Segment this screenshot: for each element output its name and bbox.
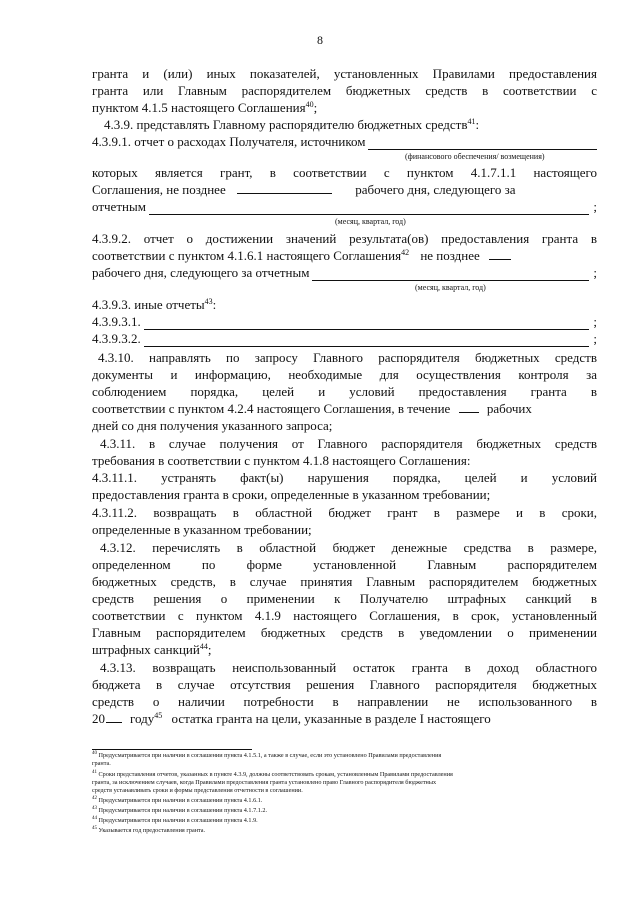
footnote-ref[interactable]: 41 (467, 117, 476, 126)
footnote: $^{44}$ Предусматривается при наличии в соглашении пункта 4.1.9. (92, 816, 258, 824)
clause-4-3-10: 4.3.10. направлять по запросу Главного распорядителя бюджетных средств (98, 350, 597, 365)
clause-4-3-9-3: 4.3.9.3. иные отчеты$^{43}$: (92, 297, 217, 312)
clause-4-3-9-3-1: 4.3.9.3.1. ; (92, 314, 597, 329)
text-line: соответствии с пунктом 4.2.4 настоящего Соглашения, в течение рабочих (92, 401, 532, 416)
clause-4-3-9-3-2: 4.3.9.3.2. ; (92, 331, 597, 346)
footnote: $^{43}$ Предусматривается при наличии в соглашении пункта 4.1.7.1.2. (92, 806, 267, 814)
footnote-ref[interactable]: 45 (154, 711, 163, 720)
text-line: рабочего дня, следующего за отчетным ; (92, 265, 597, 280)
text-line: соблюдением порядка, целей и условий предоставления гранта в (92, 384, 597, 399)
text-line: 20 году$^{45}$ остатка гранта на цели, указанные в разделе I настоящего (92, 711, 491, 726)
text-line: определенном по форме установленной Главным распорядителем (92, 557, 597, 572)
footnote-ref[interactable]: 43 (204, 297, 213, 306)
text-line: дней со дня получения указанного запроса; (92, 418, 333, 433)
clause-4-3-9: 4.3.9. представлять Главному распорядителю бюджетных средств$^{41}$: (104, 117, 480, 132)
text-line: Соглашения, не позднее рабочего дня, следующего за (92, 182, 516, 197)
blank-field[interactable] (459, 401, 479, 413)
text-line: штрафных санкций$^{44}$; (92, 642, 212, 657)
page-number: 8 (317, 33, 323, 47)
clause-4-3-11-1: 4.3.11.1. устранять факт(ы) нарушения порядка, целей и условий (92, 470, 597, 485)
blank-field[interactable] (144, 318, 590, 330)
text-line: средств решения о применении к Получателю штрафных санкций в (92, 591, 597, 606)
footnote-ref[interactable]: 42 (401, 248, 410, 257)
text-line: определенные в указанном требовании; (92, 522, 312, 537)
blank-field[interactable] (312, 269, 589, 281)
text-line: пунктом 4.1.5 настоящего Соглашения$^{40}$; (92, 100, 318, 115)
text-line: отчетным ; (92, 199, 597, 214)
text-line: требования в соответствии с пунктом 4.1.8 настоящего Соглашения: (92, 453, 471, 468)
blank-field[interactable] (368, 138, 597, 150)
text-line: гранта или Главным распорядителем бюджетных средств в соответствии с (92, 83, 597, 98)
text-line: средств о наличии потребности в направлении не использованного в (92, 694, 597, 709)
footnote: $^{41}$ Сроки представления отчетов, указанных в пункте 4.3.9, должны соответствовать срокам, установленным Правилами предоставления (92, 770, 453, 778)
clause-4-3-9-2: 4.3.9.2. отчет о достижении значений результата(ов) предоставления гранта в (92, 231, 597, 246)
footnote: $^{45}$ Указывается год предоставления гранта. (92, 826, 206, 834)
text-line: которых является грант, в соответствии с пунктом 4.1.7.1.1 настоящего (92, 165, 597, 180)
text-line: бюджета в случае отсутствия решения Главного распорядителя бюджетных (92, 677, 597, 692)
text-line: Главным распорядителем бюджетных средств в уведомлении о применении (92, 625, 597, 640)
footnote-separator (92, 749, 252, 750)
footnote-ref[interactable]: 44 (199, 642, 208, 651)
text-line: гранта и (или) иных показателей, установленных Правилами предоставления (92, 66, 597, 81)
footnote: гранта. (92, 760, 111, 767)
field-caption: (месяц, квартал, год) (415, 283, 486, 292)
clause-4-3-9-1: 4.3.9.1. отчет о расходах Получателя, источником (92, 134, 597, 150)
blank-field[interactable] (144, 335, 590, 347)
field-caption: (месяц, квартал, год) (335, 217, 406, 226)
clause-4-3-11-2: 4.3.11.2. возвращать в областной бюджет грант в размере и в сроки, (92, 505, 597, 520)
blank-field[interactable] (237, 182, 332, 194)
text-line: бюджетных средств, в случае принятия Главным распорядителем бюджетных (92, 574, 597, 589)
text-line: документы и информацию, необходимые для осуществления контроля за (92, 367, 597, 382)
footnote: $^{42}$ Предусматривается при наличии в соглашении пункта 4.1.6.1. (92, 796, 263, 804)
text-line: соответствии с пунктом 4.1.6.1 настоящего Соглашения$^{42}$ не позднее (92, 248, 597, 264)
footnote-ref[interactable]: 40 (305, 100, 314, 109)
clause-4-3-12: 4.3.12. перечислять в областной бюджет денежные средства в размере, (100, 540, 597, 555)
footnote: $^{40}$ Предусматривается при наличии в соглашении пункта 4.1.5.1, а также в случае, если это установлено Правилами предоставления (92, 751, 442, 759)
text-line: соответствии с пунктом 4.1.9 настоящего Соглашения, в срок, установленный (92, 608, 597, 623)
text-line: предоставления гранта в сроки, определенные в указанном требовании; (92, 487, 491, 502)
blank-field[interactable] (149, 203, 589, 215)
blank-field[interactable] (489, 248, 511, 260)
field-caption: (финансового обеспечения/ возмещения) (405, 152, 545, 161)
clause-4-3-13: 4.3.13. возвращать неиспользованный остаток гранта в доход областного (100, 660, 597, 675)
footnote: средств устанавливать сроки и формы представления отчетности в соглашении. (92, 787, 303, 794)
blank-field[interactable] (106, 711, 122, 723)
footnote: гранта, за исключением случаев, когда Правилами предоставления гранта установлено право Главного распорядителя бюджетных (92, 779, 437, 786)
clause-4-3-11: 4.3.11. в случае получения от Главного распорядителя бюджетных средств (100, 436, 597, 451)
